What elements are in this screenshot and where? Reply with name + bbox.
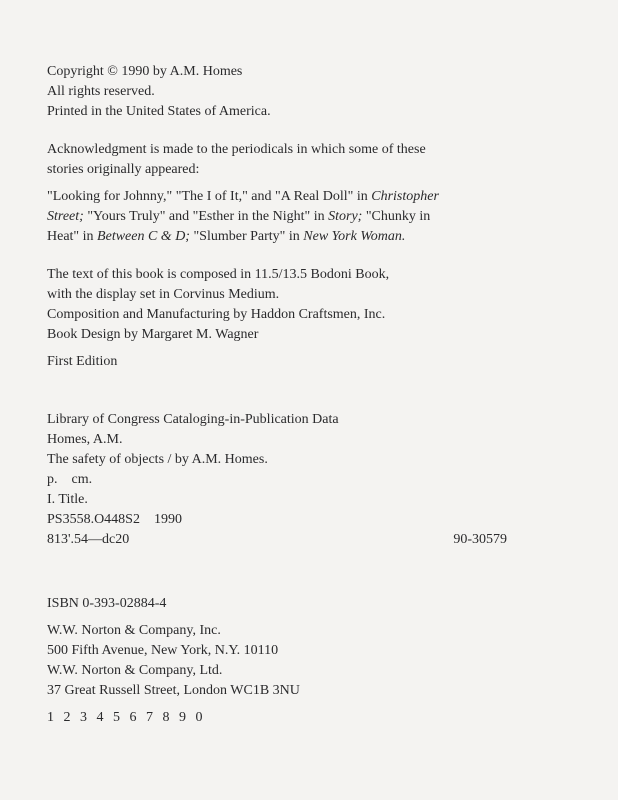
acknowledgment-block [47, 140, 587, 247]
lccn-number: 90-30579 [453, 532, 507, 547]
printed-line: Printed in the United States of America. [47, 104, 271, 119]
publisher-line-3: W.W. Norton & Company, Ltd. [47, 663, 223, 678]
production-block [47, 265, 587, 372]
ack-text: "Chunky in [362, 209, 431, 224]
cip-block [47, 410, 587, 550]
periodical-title: Street; [47, 209, 84, 224]
production-line-1: The text of this book is composed in 11.5/13.5 Bodoni Book, [47, 267, 390, 282]
isbn-line: ISBN 0-393-02884-4 [47, 596, 167, 611]
cip-line-2: Homes, A.M. [47, 432, 123, 447]
edition-line: First Edition [47, 354, 118, 369]
printing-line: 1 2 3 4 5 6 7 8 9 0 [47, 710, 206, 725]
ack-intro-2: stories originally appeared: [47, 162, 200, 177]
publisher-line-2: 500 Fifth Avenue, New York, N.Y. 10110 [47, 643, 279, 658]
copyright-line: Copyright © 1990 by A.M. Homes [47, 64, 243, 79]
ack-text: Heat" in [47, 229, 98, 244]
dewey-classification: 813'.54—dc20 [47, 532, 130, 547]
ack-intro-1: Acknowledgment is made to the periodicals in which some of these [47, 142, 426, 157]
production-line-4: Book Design by Margaret M. Wagner [47, 327, 259, 342]
cip-line-7 [47, 530, 507, 550]
ack-credits-1 [47, 187, 587, 207]
ack-text: "Slumber Party" in [189, 229, 304, 244]
cip-line-5: I. Title. [47, 492, 88, 507]
cip-line-6: PS3558.O448S2 1990 [47, 512, 182, 527]
publisher-line-4: 37 Great Russell Street, London WC1B 3NU [47, 683, 300, 698]
isbn-block [47, 594, 587, 728]
rights-line: All rights reserved. [47, 84, 155, 99]
ack-credits-2 [47, 207, 587, 227]
ack-text: "Looking for Johnny," "The I of It," and "A Real Doll" in [47, 189, 372, 204]
periodical-title: Story; [328, 209, 363, 224]
publisher-line-1: W.W. Norton & Company, Inc. [47, 623, 221, 638]
ack-text: "Yours Truly" and "Esther in the Night" in [83, 209, 329, 224]
cip-line-3: The safety of objects / by A.M. Homes. [47, 452, 268, 467]
copyright-block [47, 62, 587, 122]
production-line-3: Composition and Manufacturing by Haddon Craftsmen, Inc. [47, 307, 386, 322]
copyright-page [47, 62, 587, 728]
periodical-title: Between C & D; [97, 229, 190, 244]
cip-line-1: Library of Congress Cataloging-in-Publication Data [47, 412, 339, 427]
periodical-title: New York Woman. [303, 229, 406, 244]
cip-line-4: p. cm. [47, 472, 93, 487]
ack-credits-3 [47, 227, 587, 247]
periodical-title: Christopher [371, 189, 439, 204]
production-line-2: with the display set in Corvinus Medium. [47, 287, 280, 302]
